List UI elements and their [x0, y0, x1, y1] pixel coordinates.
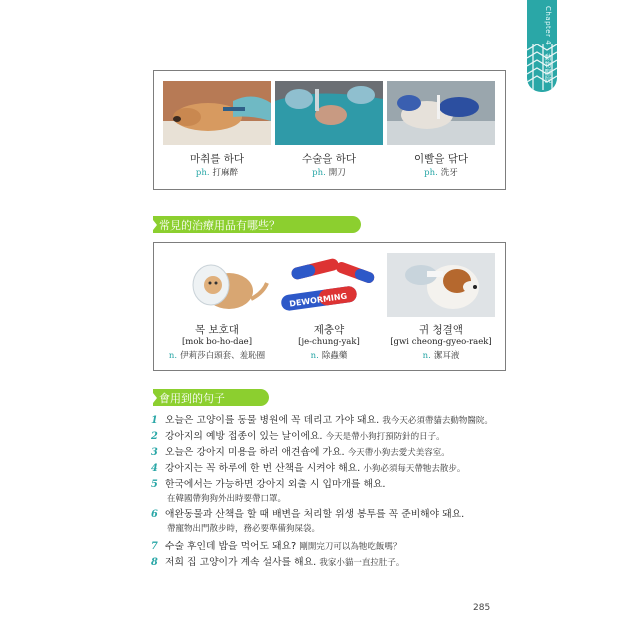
- sentence-item: [151, 462, 511, 476]
- page-number: 285: [473, 603, 491, 613]
- vocab-romanization: [mok bo-ho-dae]: [181, 337, 253, 347]
- vocab-definition: [383, 349, 499, 361]
- sentence-item: [151, 414, 511, 428]
- sentence-number: 5: [151, 479, 158, 490]
- part-of-speech: ph.: [424, 168, 438, 178]
- vocab-meaning: 打麻醉: [212, 168, 239, 178]
- part-of-speech: n.: [422, 351, 431, 361]
- sentence-number: 4: [151, 463, 158, 474]
- teeth-cleaning-photo: [387, 81, 495, 145]
- sentence-korean: 오늘은 강아지 미용을 하러 애견숍에 가요.: [165, 447, 345, 458]
- chapter-tab: [527, 0, 557, 92]
- chapter-tab-label: Chapter 4 · 動物醫院: [544, 6, 552, 84]
- sentence-number: 2: [151, 431, 158, 442]
- sentence-korean: 오늘은 고양이를 동물 병원에 꼭 데리고 가야 돼요.: [165, 415, 380, 426]
- part-of-speech: n.: [310, 351, 319, 361]
- surgery-photo: [275, 81, 383, 145]
- vocab-meaning: 除蟲藥: [321, 351, 348, 361]
- vocab-term: 수술을 하다: [301, 153, 357, 165]
- sentence-korean: 수술 후인데 밥을 먹어도 돼요?: [165, 541, 297, 552]
- vocab-meaning: 開刀: [328, 168, 346, 178]
- dog-ear-cleaning-photo: [387, 253, 495, 317]
- sentence-chinese: 帶寵物出門散步時，務必要準備狗屎袋。: [167, 524, 321, 534]
- sentence-number: 3: [151, 447, 158, 458]
- sentence-number: 8: [151, 557, 158, 568]
- sentence-chinese: 在韓國帶狗狗外出時要帶口罩。: [167, 494, 287, 504]
- section-title: 常見的治療用品有哪些？: [159, 219, 280, 232]
- part-of-speech: n.: [168, 351, 178, 361]
- vocab-meaning: 洗牙: [440, 168, 458, 178]
- section-header-treatment-supplies: [153, 216, 361, 233]
- vocab-meaning: 伊莉莎白頭套、羞恥圈: [180, 351, 266, 361]
- sentence-korean: 한국에서는 가능하면 강아지 외출 시 입마개를 해요.: [165, 479, 386, 490]
- vocab-definition: [271, 349, 387, 361]
- sentence-chinese: 今天是帶小狗打預防針的日子。: [325, 432, 445, 442]
- part-of-speech: ph.: [312, 168, 326, 178]
- sentence-korean: 강아지의 예방 접종이 있는 날이에요.: [165, 431, 323, 442]
- pill-label: DEWORMING: [288, 291, 348, 309]
- part-of-speech: ph.: [195, 168, 210, 178]
- vocab-term: 제충약: [313, 324, 345, 336]
- sentence-item: [151, 446, 511, 460]
- vocab-meaning: 潔耳液: [433, 351, 460, 361]
- sentence-korean: 저희 집 고양이가 계속 설사를 해요.: [165, 557, 317, 568]
- sentence-item: [151, 430, 511, 444]
- vocab-romanization: [gwi cheong-gyeo-raek]: [390, 337, 492, 347]
- sentence-korean: 애완동물과 산책을 할 때 배변을 처리할 위생 봉투를 꼭 준비해야 돼요.: [165, 509, 465, 520]
- vocab-romanization: [je-chung-yak]: [298, 337, 360, 347]
- dog-anesthesia-photo: [163, 81, 271, 145]
- sentence-chinese: 我家小貓一直拉肚子。: [319, 558, 405, 568]
- sentence-chinese: 我今天必須帶貓去動物醫院。: [382, 416, 493, 426]
- bullet-icon: [153, 220, 157, 230]
- vocab-term: 이빨을 닦다: [413, 153, 469, 165]
- vocab-term: 마취를 하다: [189, 153, 245, 165]
- section-header-useful-sentences: [153, 389, 269, 406]
- sentence-number: 1: [151, 415, 158, 426]
- sentence-item: [151, 540, 511, 554]
- bullet-icon: [153, 393, 157, 403]
- vocab-definition: [159, 166, 275, 178]
- vocab-definition: [159, 349, 275, 361]
- sentence-chinese: 今天帶小狗去愛犬美容室。: [347, 448, 450, 458]
- cat-cone-photo: [163, 253, 271, 317]
- sentence-number: 7: [151, 541, 158, 552]
- sentence-number: 6: [151, 509, 158, 520]
- sentence-item: [151, 508, 511, 536]
- vocab-definition: [383, 166, 499, 178]
- sentence-chinese: 小狗必須每天帶牠去散步。: [363, 464, 466, 474]
- vocab-definition: [271, 166, 387, 178]
- sentence-item: [151, 478, 511, 506]
- sentence-item: [151, 556, 511, 570]
- vocab-term: 목 보호대: [195, 324, 239, 336]
- chapter-pattern-icon: [527, 44, 557, 92]
- sentence-chinese: 剛開完刀可以為牠吃飯嗎？: [299, 542, 402, 552]
- supplies-vocab-box: [153, 242, 506, 371]
- vocab-term: 귀 청결액: [419, 324, 463, 336]
- deworming-pills-photo: [275, 253, 383, 317]
- section-title: 會用到的句子: [159, 392, 225, 405]
- procedure-vocab-box: [153, 70, 506, 190]
- sentence-korean: 강아지는 꼭 하루에 한 번 산책을 시켜야 해요.: [165, 463, 361, 474]
